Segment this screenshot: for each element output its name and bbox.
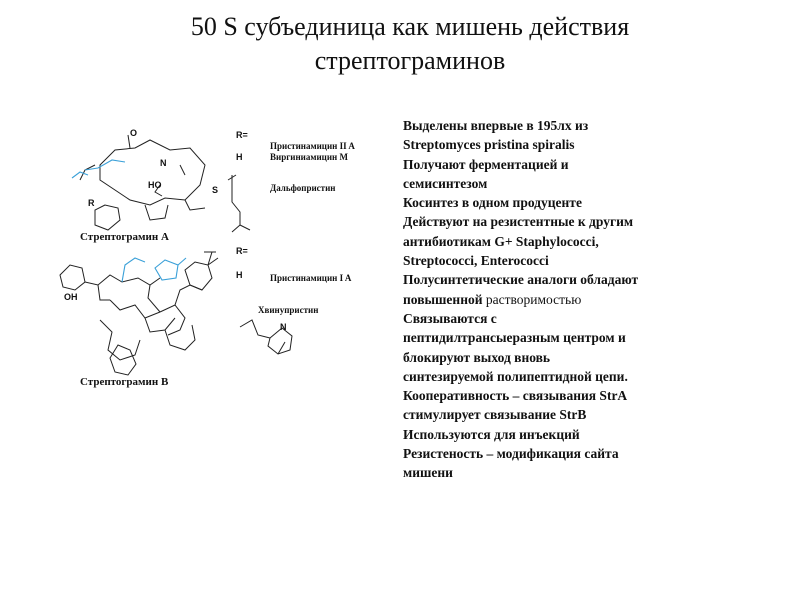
h-label: H: [236, 152, 243, 162]
text-line: мишени: [403, 465, 453, 481]
text-line: Streptococci, Enterococci: [403, 253, 549, 269]
atom-label: HO: [148, 180, 162, 190]
text-line: Косинтез в одном продуценте: [403, 195, 582, 211]
streptogramin-a-structure: [80, 135, 205, 230]
text-line: синтезируемой полипептидной цепи.: [403, 368, 628, 384]
text-line: пептидилтрансыеразным центром и: [403, 330, 626, 346]
quinupristin-label: Хвинупристин: [258, 305, 319, 315]
text-line: Кооперативность – связывания StrA: [403, 388, 628, 404]
atom-label: OH: [64, 292, 78, 302]
streptogramin-b-structure: [60, 258, 218, 375]
h-label: H: [236, 270, 243, 280]
text-line: Полусинтетические аналоги обладают: [403, 272, 639, 288]
structure-drawings: [0, 0, 400, 420]
r-equals-label: R=: [236, 130, 248, 140]
atom-label: N: [160, 158, 167, 168]
description-text: [403, 116, 723, 483]
text-line: антибиотикам G+ Staphylococci,: [403, 233, 599, 249]
atom-label: N: [280, 322, 287, 332]
text-line: Связываются с: [403, 310, 497, 326]
atom-label: R: [88, 198, 95, 208]
pristinamycin-iia-label: Пристинамицин II A: [270, 141, 355, 151]
text-line: Резистеность – модификация сайта: [403, 446, 619, 462]
atom-label: O: [130, 128, 138, 138]
text-line: Используются для инъекций: [403, 426, 580, 442]
pristinamycin-ia-label: Пристинамицин I A: [270, 273, 352, 283]
text-line: Streptomyces pristina spiralis: [403, 137, 575, 153]
text-line: Получают ферментацией и: [403, 156, 569, 172]
title-line-1: 50 S субъединица как мишень действия: [190, 12, 630, 41]
text-fragment: повышенной: [403, 291, 483, 307]
streptogramin-a-caption: Стрептограмин А: [80, 231, 169, 243]
streptogramin-b-caption: Стрептограмин B: [80, 376, 169, 388]
dalfopristin-label: Дальфопристин: [270, 183, 336, 193]
dalfopristin-structure: [228, 175, 250, 232]
text-line: семисинтезом: [403, 175, 488, 191]
text-fragment: растворимостью: [485, 291, 582, 307]
r-equals-label: R=: [236, 246, 248, 256]
text-line: стимулирует связывание StrB: [403, 407, 587, 423]
title-line-2: стрептограминов: [314, 46, 506, 75]
atom-label: S: [212, 185, 219, 195]
virginiamycin-m-label: Виргиниамицин M: [270, 152, 348, 162]
text-line: Выделены впервые в 195лх из: [403, 118, 589, 133]
text-line: [403, 290, 723, 309]
text-line: Действуют на резистентные к другим: [403, 214, 634, 230]
text-line: блокируют выход вновь: [403, 349, 551, 365]
